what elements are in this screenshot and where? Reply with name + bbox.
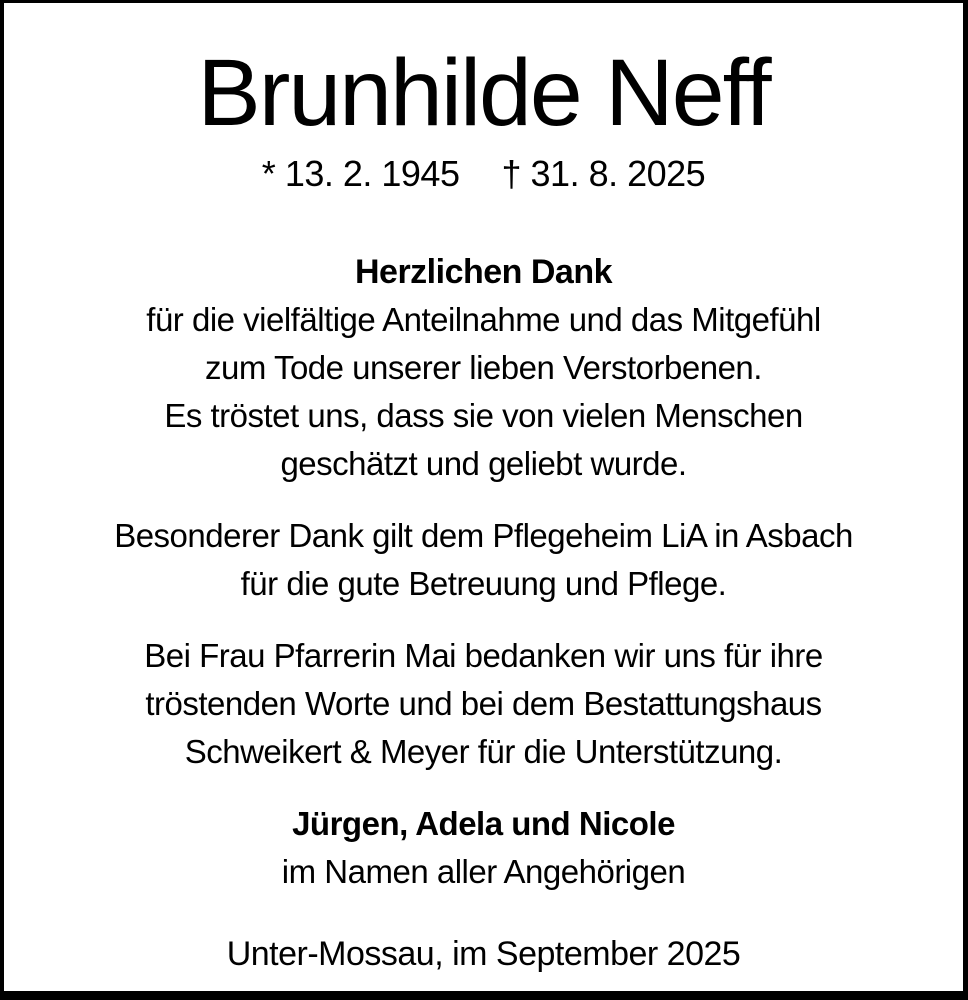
born-star-icon: * bbox=[261, 153, 276, 194]
deceased-name: Brunhilde Neff bbox=[197, 40, 770, 146]
paragraph-line: tröstenden Worte und bei dem Bestattungshaus bbox=[145, 685, 822, 722]
thanks-paragraph bbox=[4, 296, 963, 488]
paragraph-line: geschätzt und geliebt wurde. bbox=[280, 445, 687, 482]
signature-note: im Namen aller Angehörigen bbox=[281, 853, 686, 890]
death-date-group bbox=[501, 153, 705, 194]
care-home-paragraph bbox=[4, 512, 963, 608]
paragraph-line: Bei Frau Pfarrerin Mai bedanken wir uns für ihre bbox=[144, 637, 823, 674]
place-date-line: Unter-Mossau, im September 2025 bbox=[226, 935, 741, 973]
died-cross-icon: † bbox=[501, 153, 522, 194]
death-date: 31. 8. 2025 bbox=[530, 153, 706, 194]
life-dates bbox=[4, 152, 963, 196]
thanks-heading: Herzlichen Dank bbox=[354, 253, 613, 291]
birth-date: 13. 2. 1945 bbox=[284, 153, 460, 194]
paragraph-line: Schweikert & Meyer für die Unterstützung. bbox=[184, 733, 783, 770]
paragraph-line: für die gute Betreuung und Pflege. bbox=[240, 565, 727, 602]
signature-names: Jürgen, Adela und Nicole bbox=[292, 805, 675, 842]
paragraph-line: zum Tode unserer lieben Verstorbenen. bbox=[205, 349, 762, 386]
signature-block bbox=[4, 800, 963, 896]
pastor-paragraph bbox=[4, 632, 963, 776]
paragraph-line: Es tröstet uns, dass sie von vielen Menschen bbox=[164, 397, 803, 434]
birth-date-group bbox=[262, 153, 460, 194]
paragraph-line: für die vielfältige Anteilnahme und das Mitgefühl bbox=[146, 301, 821, 338]
paragraph-line: Besonderer Dank gilt dem Pflegeheim LiA in Asbach bbox=[114, 517, 853, 554]
